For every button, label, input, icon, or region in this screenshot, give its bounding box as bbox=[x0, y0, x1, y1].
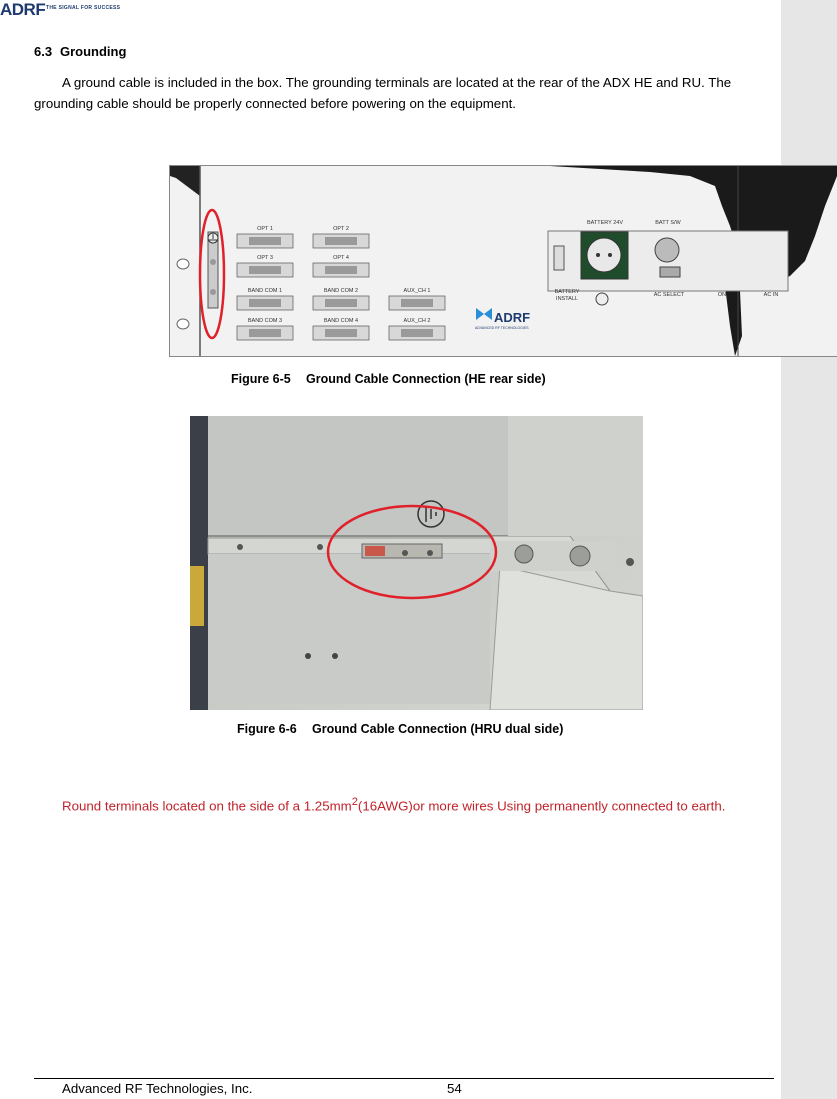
figure-6-5-caption bbox=[231, 372, 546, 386]
ac-select-switch bbox=[660, 267, 680, 277]
on-label: ON bbox=[717, 292, 727, 298]
batt-switch bbox=[655, 238, 679, 262]
figure-6-5-title: Ground Cable Connection (HE rear side) bbox=[306, 372, 546, 386]
logo-mark: ADRF bbox=[0, 0, 46, 19]
figure-hru-photo bbox=[190, 416, 643, 710]
hru-ground-photo bbox=[190, 416, 643, 710]
grounding-note bbox=[34, 792, 770, 816]
batt-sw-label: BATT S/W bbox=[655, 220, 681, 226]
band-com4-label: BAND COM 4 bbox=[323, 318, 359, 324]
section-number: 6.3 bbox=[34, 44, 53, 59]
body-text: A ground cable is included in the box. The grounding terminals are located at the rear of the ADX HE and RU. The grounding cable should be properly connected before powering on the equipment. bbox=[34, 75, 732, 111]
he-rear-panel-drawing bbox=[170, 166, 837, 356]
footer-company: Advanced RF Technologies, Inc. bbox=[62, 1081, 253, 1096]
opt3-label: OPT 3 bbox=[257, 255, 273, 261]
section-heading bbox=[34, 44, 126, 59]
opt2-label: OPT 2 bbox=[333, 226, 349, 232]
panel-brand-sub: ADVANCED RF TECHNOLOGIES bbox=[475, 326, 529, 330]
figure-6-6-caption bbox=[237, 722, 563, 736]
figure-6-6-title: Ground Cable Connection (HRU dual side) bbox=[312, 722, 564, 736]
band-com2-label: BAND COM 2 bbox=[323, 288, 359, 294]
aux-ch2-label: AUX_CH 2 bbox=[403, 318, 431, 324]
figure-6-5-tag: Figure 6-5 bbox=[231, 372, 291, 386]
section-title: Grounding bbox=[60, 44, 127, 59]
note-superscript: 2 bbox=[351, 796, 358, 808]
logo-tagline: THE SIGNAL FOR SUCCESS bbox=[46, 5, 121, 11]
band-com3-label: BAND COM 3 bbox=[247, 318, 283, 324]
ac-in-label: AC IN bbox=[763, 292, 779, 298]
figure-he-rear-panel bbox=[169, 165, 837, 357]
page-number: 54 bbox=[447, 1081, 462, 1096]
note-text-after: (16AWG)or more wires Using permanently connected to earth. bbox=[357, 798, 726, 814]
band-com1-label: BAND COM 1 bbox=[247, 288, 283, 294]
battery-24v-label: BATTERY 24V bbox=[586, 220, 624, 226]
opt4-label: OPT 4 bbox=[333, 255, 349, 261]
panel-brand: ADRF bbox=[494, 310, 531, 325]
body-paragraph bbox=[34, 72, 770, 114]
battery-install-label-1: BATTERY bbox=[554, 289, 580, 295]
adrf-logo bbox=[0, 0, 140, 22]
footer-divider bbox=[34, 1078, 774, 1079]
note-text-before: Round terminals located on the side of a 1.25mm bbox=[62, 798, 352, 814]
aux-ch1-label: AUX_CH 1 bbox=[403, 288, 431, 294]
ac-select-label: AC SELECT bbox=[653, 292, 685, 298]
opt1-label: OPT 1 bbox=[257, 226, 273, 232]
battery-install-label-2: INSTALL bbox=[556, 296, 578, 302]
figure-6-6-tag: Figure 6-6 bbox=[237, 722, 297, 736]
